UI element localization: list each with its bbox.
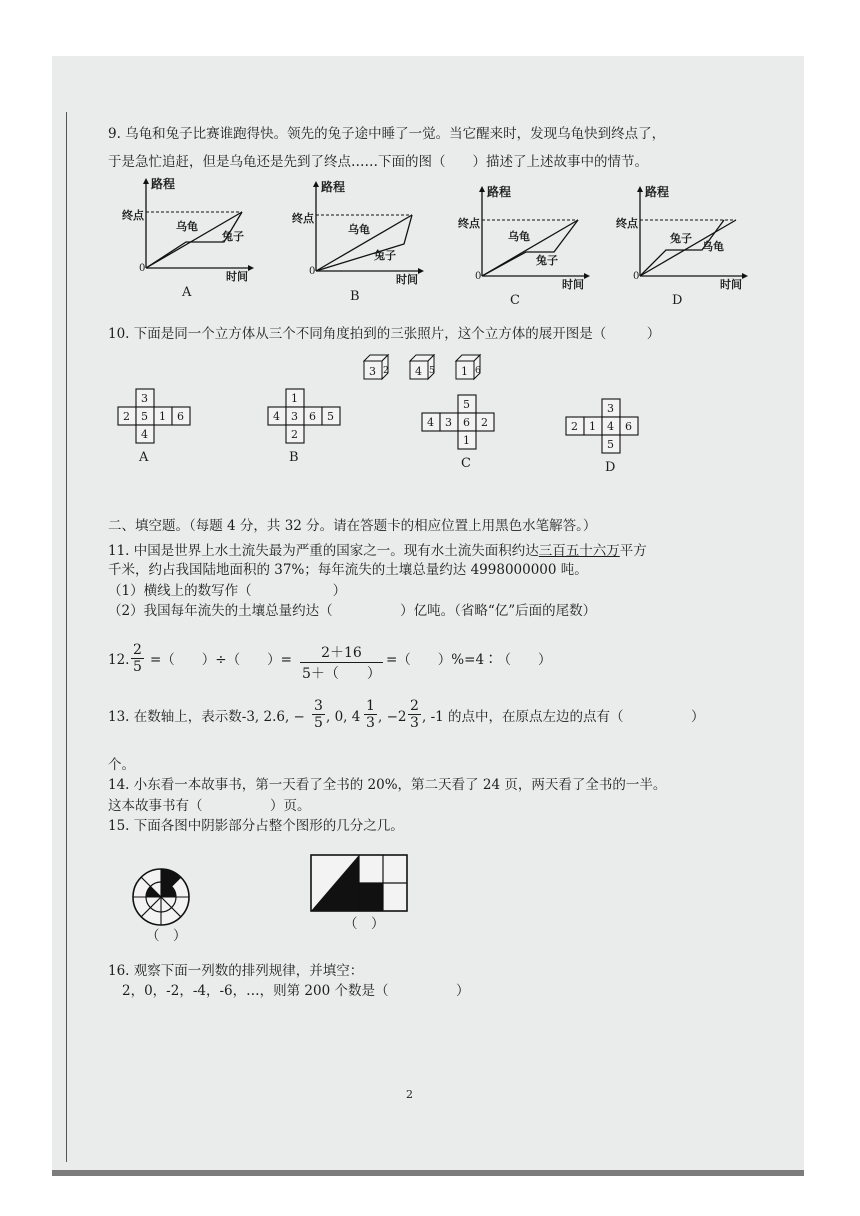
net-cell-number: 6	[625, 420, 632, 433]
q13-pre: 13. 在数轴上，表示数-3, 2.6, −	[108, 709, 305, 725]
origin-label: 0	[475, 271, 482, 282]
net-option-label: D	[605, 460, 616, 475]
q12-frac1-numerator: 2	[133, 642, 142, 658]
x-axis-label: 时间	[562, 278, 584, 291]
q14-line1: 14. 小东看一本故事书，第一天看了全书的 20%，第二天看了 24 页，两天看了全书的一半。	[108, 777, 667, 793]
net-cell-number: 4	[141, 428, 148, 441]
q16-line1: 16. 观察下面一列数的排列规律，并填空：	[108, 963, 364, 979]
net-b	[268, 389, 340, 465]
net-cell-number: 6	[177, 410, 184, 423]
q13-fraction-1	[312, 698, 325, 731]
turtle-label: 乌龟	[508, 230, 530, 243]
q12-fraction-2	[300, 642, 383, 683]
net-cell-number: 3	[291, 410, 298, 423]
q13-f3-denominator: 3	[410, 715, 419, 731]
q9-graph-a	[122, 176, 254, 300]
goal-label: 终点	[122, 209, 144, 222]
section2-heading: 二、填空题。（每题 4 分，共 32 分。请在答题卡的相应位置上用黑色水笔解答。）	[108, 518, 597, 534]
q11-line2: 千米，约占我国陆地面积的 37%；每年流失的土壤总量约达 4998000000 吨。	[108, 562, 588, 578]
net-a	[118, 389, 190, 465]
net-c	[422, 395, 494, 471]
net-option-label: A	[139, 450, 149, 465]
q13-mid2: , −2	[378, 709, 407, 725]
net-cell-number: 3	[607, 402, 614, 415]
rectangle-figure	[311, 855, 407, 911]
turtle-label: 乌龟	[348, 223, 370, 236]
rabbit-label: 兔子	[670, 232, 692, 245]
cube-side-number: 2	[383, 366, 389, 376]
q13-f2-numerator: 1	[366, 698, 375, 714]
net-option-label: B	[289, 450, 299, 465]
q15-answer-blank-2[interactable]: （ ）	[344, 916, 385, 932]
origin-label: 0	[309, 266, 316, 277]
cube-front-number: 1	[461, 365, 468, 378]
cube-side-number: 6	[475, 366, 481, 376]
q11-underlined-number: 三百五十六万	[538, 543, 620, 559]
cube-side-number: 5	[429, 366, 435, 376]
q13-f3-numerator: 2	[410, 698, 419, 714]
origin-label: 0	[139, 263, 146, 274]
net-cell-number: 1	[589, 420, 596, 433]
x-axis-arrow	[418, 268, 424, 274]
net-option-label: C	[461, 456, 471, 471]
net-cell-number: 4	[607, 420, 614, 433]
x-axis-label: 时间	[720, 278, 742, 291]
goal-label: 终点	[292, 212, 314, 225]
goal-label: 终点	[458, 217, 480, 230]
net-cell-number: 5	[141, 410, 148, 423]
net-cell-number: 1	[159, 410, 166, 423]
q12-frac1-denominator: 5	[133, 659, 142, 675]
y-axis-label: 路程	[151, 177, 176, 191]
q12-label: 12.	[108, 652, 130, 668]
q9-graphs	[0, 0, 860, 320]
net-cell-number: 5	[607, 438, 614, 451]
q9-line1: 9. 乌龟和兔子比赛谁跑得快。领先的兔子途中睡了一觉。当它醒来时，发现乌龟快到终点了，	[108, 126, 666, 142]
cube-photo-2	[410, 355, 435, 379]
q9-line2: 于是急忙追赶，但是乌龟还是先到了终点……下面的图（ ）描述了上述故事中的情节。	[108, 154, 648, 170]
net-cell-number: 5	[327, 410, 334, 423]
net-cell-number: 1	[463, 434, 470, 447]
turtle-label: 乌龟	[702, 240, 724, 253]
circle-figure	[133, 869, 189, 925]
cube-photo-1	[364, 355, 389, 379]
cube-front-number: 4	[415, 365, 422, 378]
q11-line1	[108, 543, 647, 559]
q16-line2: 2，0，-2，-4，-6，…，则第 200 个数是（ ）	[122, 983, 470, 999]
cube-photo-3	[456, 355, 481, 379]
cube-front-number: 3	[369, 365, 376, 378]
q15-answer-blank-1[interactable]: （ ）	[146, 928, 187, 944]
y-axis-label: 路程	[321, 180, 346, 194]
q12-tail: =（ ）%=4∶（ ）	[386, 652, 552, 668]
q13-fraction-2	[364, 698, 377, 731]
q13-line2: 个。	[108, 757, 135, 773]
option-label: A	[182, 285, 192, 300]
goal-label: 终点	[616, 217, 638, 230]
net-cell-number: 6	[309, 410, 316, 423]
page-number: 2	[406, 1088, 413, 1101]
y-axis-arrow	[479, 186, 485, 192]
paper-bottom-edge	[52, 1170, 804, 1176]
rabbit-label: 兔子	[222, 230, 244, 243]
net-cell-number: 5	[463, 398, 470, 411]
option-label: C	[510, 293, 520, 308]
q13-f1-denominator: 5	[314, 715, 323, 731]
net-cell-number: 2	[291, 428, 298, 441]
net-cell-number: 2	[481, 416, 488, 429]
y-axis-label: 路程	[487, 185, 512, 199]
net-cell-number: 1	[291, 392, 298, 405]
net-cell-number: 2	[571, 420, 578, 433]
q13-post: , -1 的点中，在原点左边的点有（ ）	[422, 709, 705, 725]
q10-question: 10. 下面是同一个立方体从三个不同角度拍到的三张照片，这个立方体的展开图是（ ）	[108, 326, 661, 342]
q13-fraction-3	[408, 698, 421, 731]
net-cell-number: 2	[123, 410, 130, 423]
x-axis-arrow	[248, 265, 254, 271]
x-axis-arrow	[742, 273, 748, 279]
q9-graph-b	[292, 179, 424, 304]
y-axis-arrow	[637, 186, 643, 192]
rabbit-label: 兔子	[536, 254, 558, 267]
q12-middle: =（ ）÷（ ）=	[150, 652, 292, 668]
q9-graph-c	[458, 184, 590, 308]
q10-figures	[0, 345, 860, 515]
q11-sub1: （1）横线上的数写作（ ）	[108, 583, 347, 599]
q13-f2-denominator: 3	[366, 715, 375, 731]
option-label: B	[350, 289, 360, 304]
x-axis-label: 时间	[226, 270, 248, 283]
y-axis-arrow	[143, 178, 149, 184]
q12-frac2-numerator: 2＋16	[300, 642, 383, 663]
q15-figures	[0, 845, 860, 965]
q9-graph-d	[616, 184, 748, 308]
q12-frac2-denominator: 5＋（ ）	[302, 666, 381, 682]
q13-f1-numerator: 3	[314, 698, 323, 714]
q11-sub2: （2）我国每年流失的土壤总量约达（ ）亿吨。（省略“亿”后面的尾数）	[108, 603, 597, 619]
q11-line1-post: 平方	[619, 543, 647, 559]
net-cell-number: 3	[445, 416, 452, 429]
option-label: D	[672, 293, 683, 308]
q15-question: 15. 下面各图中阴影部分占整个图形的几分之几。	[108, 818, 404, 834]
turtle-label: 乌龟	[176, 220, 198, 233]
q13-mid1: , 0, 4	[326, 709, 361, 725]
y-axis-label: 路程	[645, 185, 670, 199]
q11-line1-pre: 11. 中国是世界上水土流失最为严重的国家之一。现有水土流失面积约达	[108, 543, 539, 559]
y-axis-arrow	[313, 181, 319, 187]
net-cell-number: 4	[273, 410, 280, 423]
rabbit-label: 兔子	[374, 249, 396, 262]
q12-fraction-1	[131, 642, 144, 675]
q14-line2: 这本故事书有（ ）页。	[108, 798, 311, 814]
x-axis-arrow	[584, 273, 590, 279]
net-cell-number: 3	[141, 392, 148, 405]
net-cell-number: 4	[427, 416, 434, 429]
net-d	[566, 399, 638, 475]
net-cell-number: 6	[463, 416, 470, 429]
x-axis-label: 时间	[396, 273, 418, 286]
origin-label: 0	[633, 271, 640, 282]
